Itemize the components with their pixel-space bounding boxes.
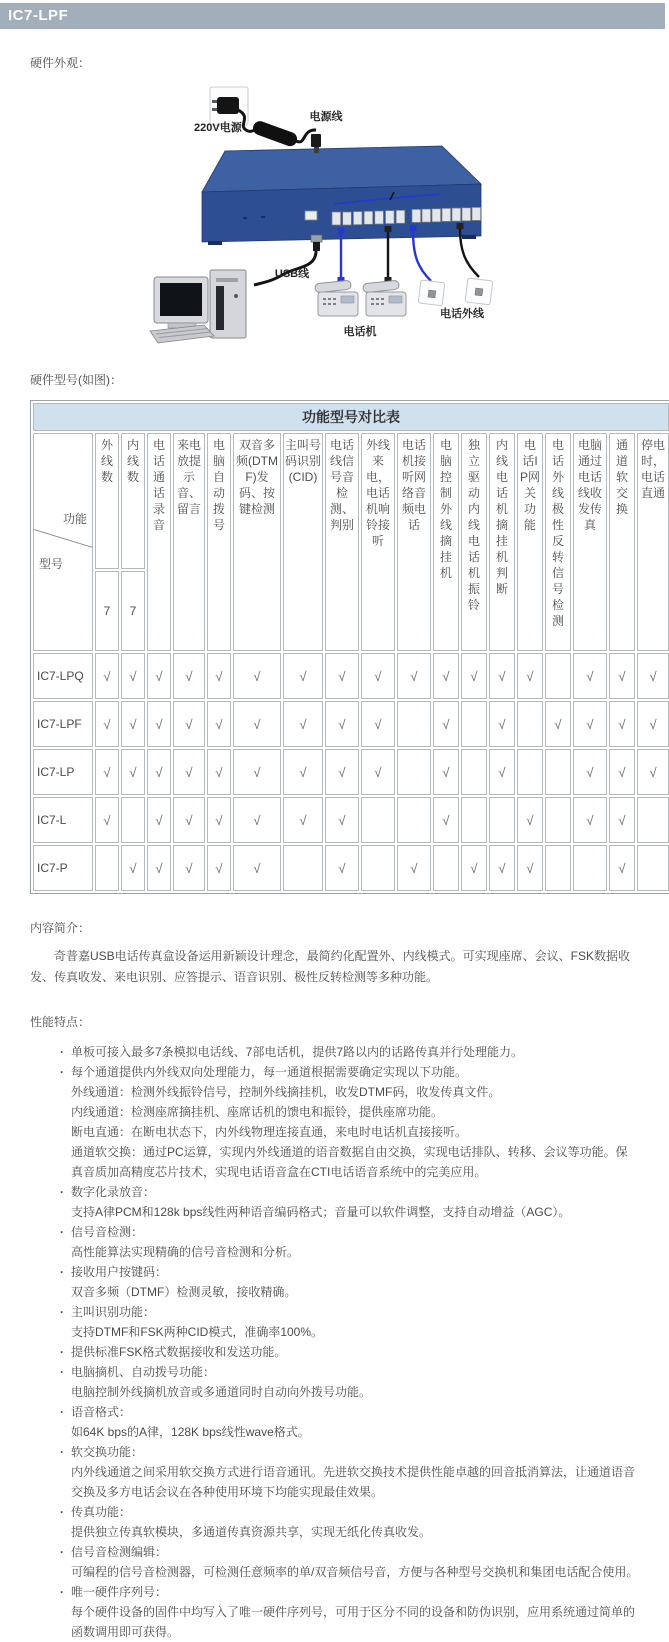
feature-item [58,1302,639,1342]
check-mark: √ [517,845,543,891]
feature-detail: 外线通道：检测外线振铃信号，控制外线摘挂机，收发DTMF码，收发传真文件。 [71,1085,501,1099]
empty-cell [461,701,487,747]
feature-detail: 如64K bps的A律，128K bps线性wave格式。 [71,1425,310,1439]
check-mark: √ [207,797,231,843]
usb-cable-label: USB线 [274,268,310,280]
hardware-diagram [148,84,558,346]
feature-text: · 单板可接入最多7条模拟电话线、7部电话机，提供7路以内的话路传真并行处理能力。 [71,1045,524,1059]
rj11-port-group-1 [332,210,405,225]
check-mark: √ [517,653,543,699]
check-mark: √ [517,797,543,843]
hardware-appearance-label: 硬件外观： [30,56,91,70]
check-mark: √ [361,749,395,795]
corner-label-function: 功能 [62,511,87,526]
empty-cell [637,797,669,843]
corner-diagonal [33,529,93,548]
page [0,3,669,1642]
telephone-label: 电话机 [343,326,377,338]
column-header-15: 电话外线极性反转信号检测 [545,433,571,651]
model-row-IC7-LPQ [33,653,669,699]
model-name: IC7-LP [33,749,93,795]
check-mark: √ [489,701,515,747]
check-mark: √ [121,749,145,795]
check-mark: √ [433,653,459,699]
check-mark: √ [95,797,119,843]
feature-item [58,1262,639,1302]
empty-cell [283,845,323,891]
feature-detail: 断电直通：在断电状态下，内外线物理连接直通，来电时电话机直接接听。 [71,1125,468,1139]
feature-text: · 电脑摘机、自动拨号功能： [71,1365,216,1379]
empty-cell [95,845,119,891]
feature-item [58,1062,639,1182]
features-list [58,1042,639,1642]
feature-detail: 支持A律PCM和128k bps线性两种语音编码格式；音量可以软件调整，支持自动增益（AGC）。 [71,1205,571,1219]
model-row-IC7-LP [33,749,669,795]
check-mark: √ [397,845,431,891]
check-mark: √ [489,653,515,699]
check-mark: √ [325,749,359,795]
check-mark: √ [609,845,635,891]
check-mark: √ [233,653,281,699]
column-header-3: 电话通话录音 [147,433,171,651]
check-mark: √ [233,797,281,843]
check-mark: √ [361,701,395,747]
feature-text: · 语音格式： [71,1405,132,1419]
feature-item [58,1542,639,1582]
page-title-bar [0,3,665,29]
check-mark: √ [207,845,231,891]
check-mark: √ [361,653,395,699]
empty-cell [461,749,487,795]
check-mark: √ [433,749,459,795]
empty-cell [397,749,431,795]
check-mark: √ [147,749,171,795]
column-header-14: 电话IP网关功能 [517,433,543,651]
check-mark: √ [207,701,231,747]
wall-jack-1 [418,280,445,306]
feature-item [58,1442,639,1502]
feature-item [58,1402,639,1442]
column-header-5: 电脑自动拨号 [207,433,231,651]
page-content [0,54,669,1642]
feature-text: · 唯一硬件序列号： [71,1585,168,1599]
check-mark: √ [461,653,487,699]
line-count-inside: 7 [121,571,145,651]
check-mark: √ [489,845,515,891]
column-header-13: 内线电话机摘挂机判断 [489,433,515,651]
check-mark: √ [147,845,171,891]
feature-item [58,1362,639,1402]
check-mark: √ [637,653,669,699]
check-mark: √ [173,797,205,843]
feature-detail: 电脑控制外线摘机放音或多通道同时自动向外拨号功能。 [71,1385,372,1399]
intro-text: 奇普嘉USB电话传真盒设备运用新颖设计理念，最简约化配置外、内线模式。可实现座席、会议、FSK数据收发、传真收发、来电识别、应答提示、语音识别、极性反转检测等多种功能。 [30,949,631,984]
table-header-row [33,433,669,569]
check-mark: √ [573,653,607,699]
empty-cell [517,749,543,795]
column-header-7: 主叫号码识别(CID) [283,433,323,651]
check-mark: √ [637,701,669,747]
feature-detail: 每个硬件设备的固件中均写入了唯一硬件序列号，可用于区分不同的设备和防伪识别，应用系统通过简单的函数调用即可获得。 [71,1605,636,1639]
table-title: 功能型号对比表 [33,403,669,431]
feature-text: · 数字化录放音： [71,1185,156,1199]
feature-text: · 软交换功能： [71,1445,144,1459]
outside-line-label: 电话外线 [440,308,484,320]
model-name: IC7-LPF [33,701,93,747]
check-mark: √ [433,701,459,747]
empty-cell [517,701,543,747]
feature-item [58,1342,639,1362]
check-mark: √ [283,653,323,699]
corner-label-model: 型号 [39,556,64,571]
features-label: 性能特点： [30,1015,91,1029]
check-mark: √ [573,797,607,843]
page-title: IC7-LPF [8,7,69,24]
feature-item [58,1582,639,1642]
check-mark: √ [489,749,515,795]
telephone-illustration-1 [315,280,358,316]
check-mark: √ [573,749,607,795]
column-header-11: 电脑控制外线摘挂机 [433,433,459,651]
check-mark: √ [95,749,119,795]
empty-cell [573,845,607,891]
check-mark: √ [207,749,231,795]
feature-detail: 高性能算法实现精确的信号音检测和分析。 [71,1245,300,1259]
check-mark: √ [121,701,145,747]
empty-cell [397,701,431,747]
check-mark: √ [233,701,281,747]
power-outlet-label: 220V电源 [194,122,242,134]
feature-detail: 提供独立传真软模块，多通道传真资源共享，实现无纸化传真收发。 [71,1525,432,1539]
check-mark: √ [325,845,359,891]
check-mark: √ [609,797,635,843]
check-mark: √ [147,701,171,747]
check-mark: √ [461,845,487,891]
model-name: IC7-L [33,797,93,843]
check-mark: √ [173,653,205,699]
check-mark: √ [121,653,145,699]
feature-detail: 内线通道：检测座席摘挂机、座席话机的馈电和振铃，提供座席功能。 [71,1105,444,1119]
corner-cell [33,433,93,651]
check-mark: √ [207,653,231,699]
column-header-10: 电话机接听网络音频电话 [397,433,431,651]
model-row-IC7-P [33,845,669,891]
model-row-IC7-LPF [33,701,669,747]
usb-port-icon [305,211,317,220]
check-mark: √ [609,653,635,699]
check-mark: √ [121,845,145,891]
feature-text: · 提供标准FSK格式数据接收和发送功能。 [71,1345,287,1359]
check-mark: √ [173,701,205,747]
empty-cell [361,797,395,843]
column-header-6: 双音多频(DTMF)发码、按键检测 [233,433,281,651]
check-mark: √ [545,701,571,747]
empty-cell [637,845,669,891]
check-mark: √ [433,797,459,843]
check-mark: √ [147,797,171,843]
check-mark: √ [283,797,323,843]
column-header-12: 独立驱动内线电话机振铃 [461,433,487,651]
feature-detail: 支持DTMF和FSK两种CID模式，准确率100%。 [71,1325,324,1339]
power-plug-icon [217,97,239,114]
column-header-4: 来电放提示音、留言 [173,433,205,651]
check-mark: √ [173,749,205,795]
telephone-illustration-2 [363,280,406,316]
column-header-17: 通道软交换 [609,433,635,651]
wall-jack-2 [465,278,493,305]
column-header-8: 电话线信号音检测、判别 [325,433,359,651]
column-header-18: 停电时，电话直通 [637,433,669,651]
empty-cell [461,797,487,843]
column-header-1: 外线数 [95,433,119,569]
feature-text: · 主叫识别功能： [71,1305,156,1319]
feature-detail: 双音多频（DTMF）检测灵敏，接收精确。 [71,1285,297,1299]
check-mark: √ [283,701,323,747]
empty-cell [433,845,459,891]
empty-cell [489,797,515,843]
empty-cell [545,845,571,891]
check-mark: √ [325,701,359,747]
check-mark: √ [325,653,359,699]
check-mark: √ [609,701,635,747]
feature-text: · 每个通道提供内外线双向处理能力，每一通道根据需要确定实现以下功能。 [71,1065,468,1079]
feature-item [58,1502,639,1542]
check-mark: √ [233,749,281,795]
empty-cell [121,797,145,843]
model-name: IC7-LPQ [33,653,93,699]
column-header-9: 外线来电，电话机响铃接听 [361,433,395,651]
feature-text: · 传真功能： [71,1505,132,1519]
check-mark: √ [397,653,431,699]
model-row-IC7-L [33,797,669,843]
check-mark: √ [173,845,205,891]
feature-text: · 信号音检测： [71,1225,144,1239]
feature-detail: 可编程的信号音检测器，可检测任意频率的单/双音频信号音，方便与各种型号交换机和集团电话配合使用。 [71,1565,639,1579]
check-mark: √ [233,845,281,891]
feature-item [58,1222,639,1262]
check-mark: √ [147,653,171,699]
check-mark: √ [325,797,359,843]
check-mark: √ [95,653,119,699]
check-mark: √ [283,749,323,795]
table-title-row [33,403,669,431]
power-cable-label: 电源线 [309,111,343,123]
check-mark: √ [609,749,635,795]
column-header-16: 电脑通过电话线收发传真 [573,433,607,651]
check-mark: √ [637,749,669,795]
feature-detail: 内外线通道之间采用软交换方式进行语音通讯。先进软交换技术提供性能卓越的回音抵消算法，让通道语音交换及多方电话会议在各种使用环境下均能实现最佳效果。 [71,1465,636,1499]
feature-detail: 通道软交换：通过PC运算，实现内外线通道的语音数据自由交换，实现电话排队、转移、会议等功能。保真音质加高精度芯片技术，实现电话语音盒在CTI电话语音系统中的完美应用。 [71,1145,628,1179]
line-count-outside: 7 [95,571,119,651]
hardware-model-label: 硬件型号(如图)： [30,373,122,387]
comparison-table [30,400,669,894]
empty-cell [545,653,571,699]
empty-cell [545,797,571,843]
wall-outlet-illustration [210,87,248,125]
rj11-port-group-2 [412,207,481,222]
check-mark: √ [573,701,607,747]
feature-text: · 信号音检测编辑： [71,1545,168,1559]
empty-cell [397,797,431,843]
model-name: IC7-P [33,845,93,891]
check-mark: √ [95,701,119,747]
feature-text: · 接收用户按键码： [71,1265,168,1279]
empty-cell [361,845,395,891]
feature-item [58,1182,639,1222]
computer-illustration [150,270,246,343]
intro-label: 内容简介： [30,921,91,935]
empty-cell [545,749,571,795]
feature-item [58,1042,639,1062]
column-header-2: 内线数 [121,433,145,569]
